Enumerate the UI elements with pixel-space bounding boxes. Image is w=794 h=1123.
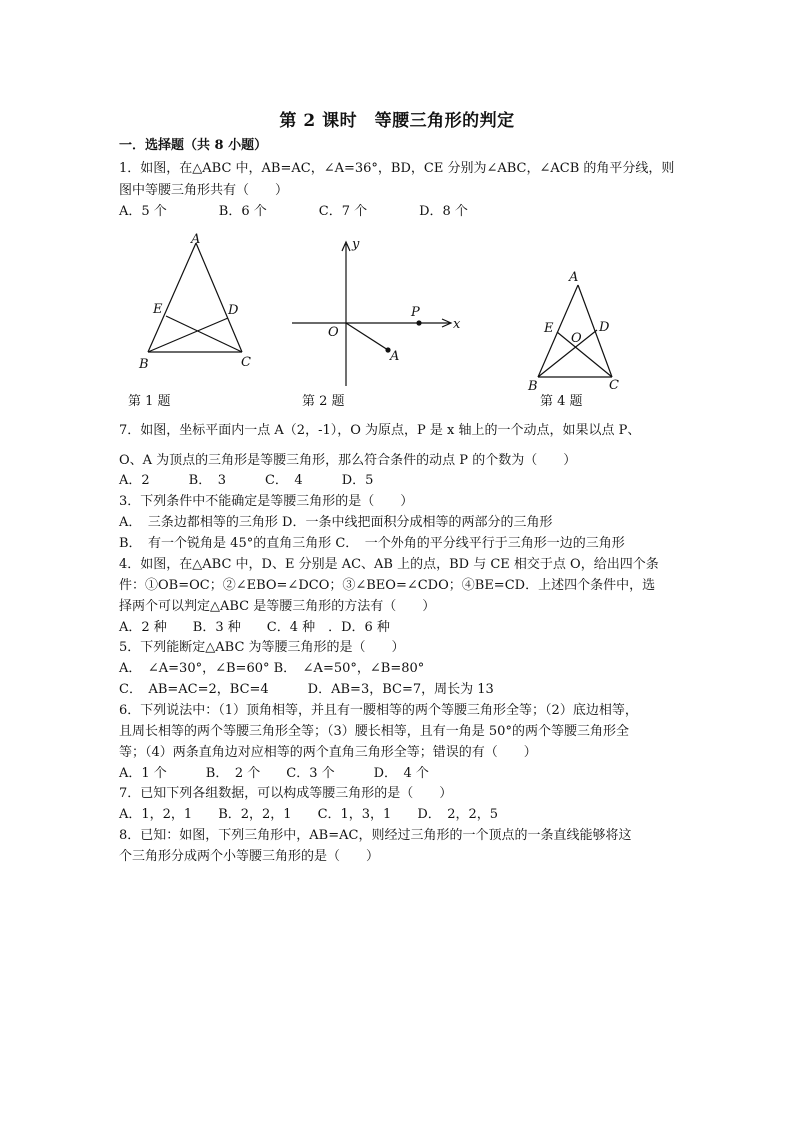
q4-line3: 择两个可以判定△ABC 是等腰三角形的方法有（ ） — [119, 599, 436, 614]
q1-line1: 1．如图，在△ABC 中，AB=AC，∠A=36°，BD，CE 分别为∠ABC，∠ACB 的角平分线，则 — [119, 161, 675, 176]
q5-stem: 5．下列能断定△ABC 为等腰三角形的是（ ） — [119, 640, 405, 655]
fig2-label-o: O — [328, 325, 339, 340]
fig2-label-x: x — [453, 317, 461, 332]
q3-stem: 3．下列条件中不能确定是等腰三角形的是（ ） — [119, 494, 414, 509]
fig1-segment-ce — [166, 316, 242, 352]
fig4-label-e: E — [544, 321, 554, 336]
q6-line2: 且周长相等的两个等腰三角形全等；（3）腰长相等，且有一角是 50°的两个等腰三角形全 — [119, 724, 629, 739]
fig1-label-a: A — [191, 232, 201, 247]
q5-options-cd: C． AB=AC=2，BC=4 D．AB=3，BC=7，周长为 13 — [119, 682, 494, 697]
fig4-label-d: D — [599, 320, 610, 335]
fig4-label-c: C — [609, 378, 619, 393]
figure-1 — [130, 228, 260, 373]
q4-line1: 4．如图，在△ABC 中，D、E 分别是 AC、AB 上的点，BD 与 CE 相交于点 O，给出四个条 — [119, 557, 659, 572]
fig2-point-p — [416, 320, 421, 325]
q3-option-b: B． 有一个锐角是 45°的直角三角形 C． 一个外角的平分线平行于三角形一边的三角形 — [119, 536, 625, 551]
q2-line2: O、A 为顶点的三角形是等腰三角形，那么符合条件的动点 P 的个数为（ ） — [119, 453, 577, 468]
q1-options: A．5 个 B．6 个 C．7 个 D．8 个 — [119, 204, 468, 219]
fig1-segment-bd — [148, 318, 228, 352]
fig4-segment-bd — [538, 330, 597, 377]
fig4-caption: 第 4 题 — [540, 394, 583, 409]
fig2-label-y: y — [352, 237, 360, 252]
section-heading: 一．选择题（共 8 小题） — [119, 138, 268, 153]
fig2-label-p: P — [411, 305, 420, 320]
figure-4 — [525, 265, 625, 394]
fig4-label-a: A — [569, 270, 579, 285]
fig4-label-b: B — [528, 379, 538, 394]
fig1-label-d: D — [228, 303, 239, 318]
q6-line1: 6．下列说法中：（1）顶角相等，并且有一腰相等的两个等腰三角形全等；（2）底边相等， — [119, 703, 638, 718]
fig1-side-ab — [148, 243, 196, 352]
fig1-label-c: C — [241, 355, 251, 370]
page-title: 第 2 课时 等腰三角形的判定 — [279, 111, 515, 131]
q8-line1: 8．已知：如图，下列三角形中，AB=AC，则经过三角形的一个顶点的一条直线能够将这 — [119, 828, 632, 843]
q1-line2: 图中等腰三角形共有（ ） — [119, 183, 289, 198]
fig2-caption: 第 2 题 — [302, 394, 345, 409]
q2-options: A．2 B． 3 C． 4 D．5 — [119, 473, 374, 488]
q3-option-a: A． 三条边都相等的三角形 D．一条中线把面积分成相等的两部分的三角形 — [119, 515, 553, 530]
q5-options-ab: A． ∠A=30°，∠B=60° B． ∠A=50°，∠B=80° — [119, 661, 425, 676]
fig1-label-e: E — [153, 302, 163, 317]
q2-line1: 7．如图，坐标平面内一点 A（2，-1），O 为原点，P 是 x 轴上的一个动点，如果以点 P、 — [119, 423, 641, 438]
q4-options: A．2 种 B．3 种 C．4 种 ．D．6 种 — [119, 620, 390, 635]
figure-2 — [290, 238, 470, 390]
q8-line2: 个三角形分成两个小等腰三角形的是（ ） — [119, 849, 380, 864]
fig1-label-b: B — [139, 357, 149, 372]
q6-line3: 等；（4）两条直角边对应相等的两个直角三角形全等；错误的有（ ） — [119, 745, 537, 760]
q7-stem: 7．已知下列各组数据，可以构成等腰三角形的是（ ） — [119, 786, 453, 801]
fig2-label-a: A — [390, 349, 400, 364]
fig1-caption: 第 1 题 — [128, 394, 171, 409]
fig4-label-o: O — [571, 331, 582, 346]
q7-options: A．1，2，1 B．2，2，1 C．1，3，1 D． 2，2，5 — [119, 807, 499, 822]
fig1-side-ac — [196, 243, 242, 352]
fig2-segment-oa — [346, 323, 388, 350]
q6-options: A．1 个 B． 2 个 C．3 个 D． 4 个 — [119, 766, 429, 781]
q4-line2: 件：①OB=OC；②∠EBO=∠DCO；③∠BEO=∠CDO；④BE=CD．上述四个条件中，选 — [119, 578, 656, 593]
